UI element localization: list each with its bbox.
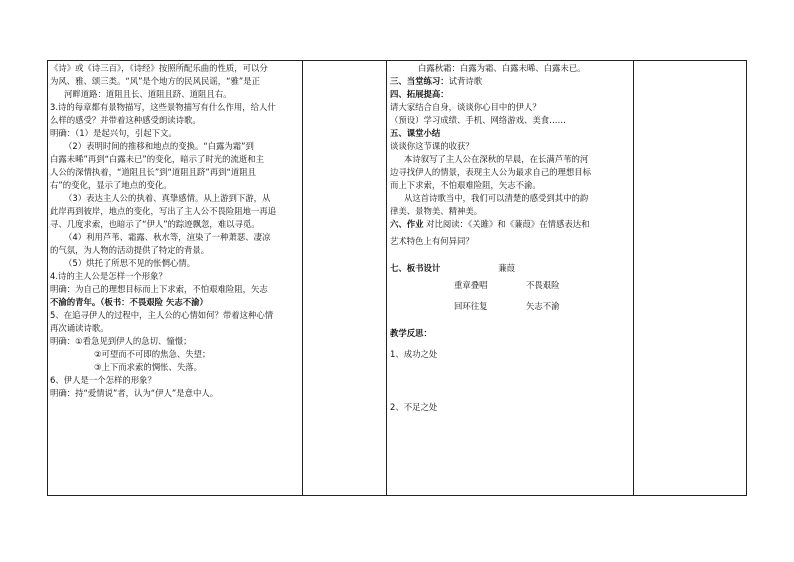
text-line: （4）利用芦苇、霜露、秋水等，渲染了一种萧瑟、凄凉 <box>64 232 271 242</box>
text-line: （3）表达主人公的执着、真挚感情。从上游到下游，从 <box>64 193 271 203</box>
text-line <box>390 75 632 88</box>
text-line: 明确：（1）是起兴句，引起下文。 <box>50 128 177 138</box>
left-column-text <box>50 62 300 400</box>
text-line: （2）表明时间的推移和地点的变换。“白露为霜”到 <box>64 141 254 151</box>
text-line: 明确：①看急见到伊人的急切、憧憬； <box>50 336 192 346</box>
board-title: 蒹葭 <box>498 263 515 273</box>
text-line: （预设）学习成绩、手机、网络游戏、美食…… <box>390 115 566 125</box>
section-heading: 四、拓展提高： <box>390 89 449 99</box>
text-line: 律美、景物美、精神美。 <box>390 206 483 216</box>
text-line: 2、不足之处 <box>390 402 438 412</box>
text-line: 河畔道路：道阻且长、道阻且跻、道阻且右。 <box>64 89 232 99</box>
column-divider <box>633 60 634 496</box>
text-line: 4.诗的主人公是怎样一个形象？ <box>50 271 167 281</box>
text-line: 明确：为自己的理想目标而上下求索，不怕艰难险阻，矢志 <box>50 284 268 294</box>
right-column-text <box>390 62 632 414</box>
board-cell: 回环往复 <box>454 301 488 311</box>
text-line: 《诗》或《诗三百》，《诗经》按照所配乐曲的性质，可以分 <box>50 63 268 73</box>
section-heading: 六、作业 <box>390 219 424 229</box>
text-line: 的气氛，为人物的活动提供了特定的背景。 <box>50 245 210 255</box>
text-line: 请大家结合自身，谈谈你心目中的伊人？ <box>390 102 541 112</box>
text-line: 不渝的青年。（板书：不畏艰险 矢志不渝） <box>50 297 208 307</box>
text-line: 寻、几度求索，也暗示了“伊人”的踪迹飘忽，难以寻觅。 <box>50 219 260 229</box>
section-heading: 七、板书设计 <box>390 263 441 273</box>
text-line: 本诗叙写了主人公在深秋的早晨，在长满芦苇的河 <box>404 154 589 164</box>
lesson-plan-table <box>47 60 747 496</box>
text-line: 从这首诗歌当中，我们可以清楚的感受到其中的韵 <box>404 193 589 203</box>
text-span: 试背诗歌 <box>448 76 483 86</box>
column-divider <box>302 60 303 496</box>
text-line: （5）烘托了所思不见的怅惘心情。 <box>64 258 195 268</box>
text-line: ③上下而求索的惆怅、失落。 <box>94 362 203 372</box>
text-line: 5、在追寻伊人的过程中，主人公的心情如何？带着这种心情 <box>50 310 274 320</box>
section-heading: 教学反思： <box>390 328 432 338</box>
board-cell: 不畏艰险 <box>526 280 560 290</box>
text-line: 人公的深情执着，“道阻且长”到“道阻且跻”再到“道阻且 <box>50 167 256 177</box>
board-cell: 重章叠唱 <box>454 280 488 290</box>
board-row <box>390 300 632 313</box>
text-line: 边寻找伊人的情景，表现主人公为最求自己的理想目标 <box>390 167 591 177</box>
text-line: 而上下求索，不怕艰难险阻，矢志不渝。 <box>390 180 541 190</box>
text-line: ②可望而不可即的焦急、失望； <box>94 349 211 359</box>
text-line: 艺术特色上有何异同？ <box>390 236 474 246</box>
section-heading: 三、当堂练习： <box>390 76 449 86</box>
text-line: 6、伊人是一个怎样的形象？ <box>50 375 156 385</box>
text-span: 对比阅读：《关雎》和《蒹葭》在情感表达和 <box>426 219 590 229</box>
section-heading: 五、课堂小结 <box>390 128 441 138</box>
text-line: 3.诗的每章都有景物描写，这些景物描写有什么作用，给人什 <box>50 102 276 112</box>
text-line: 此岸再到彼岸，地点的变化，写出了主人公不畏险阻地一再追 <box>50 206 277 216</box>
text-line: 1、成功之处 <box>390 349 438 359</box>
board-row <box>390 279 632 292</box>
text-line <box>390 262 632 275</box>
text-line: 白露秋霜：白露为霜、白露未晞、白露未已。 <box>418 63 586 73</box>
board-cell: 矢志不渝 <box>526 301 560 311</box>
text-line: 明确：持“爱情说”者，认为“伊人”是意中人。 <box>50 388 219 398</box>
text-line: 白露未晞”再到“白露未已”的变化，暗示了时光的流逝和主 <box>50 154 265 164</box>
text-line: 谈谈你这节课的收获？ <box>390 141 474 151</box>
text-line: 再次诵读诗歌。 <box>50 323 109 333</box>
text-line <box>390 218 632 231</box>
column-divider <box>386 60 387 496</box>
text-line: 为风、雅、颂三类。“风”是个地方的民风民谣，“雅”是正 <box>50 76 260 86</box>
text-line: 么样的感受？并带着这种感受朗读诗歌。 <box>50 115 201 125</box>
text-line: 右”的变化，显示了地点的变化。 <box>50 180 172 190</box>
